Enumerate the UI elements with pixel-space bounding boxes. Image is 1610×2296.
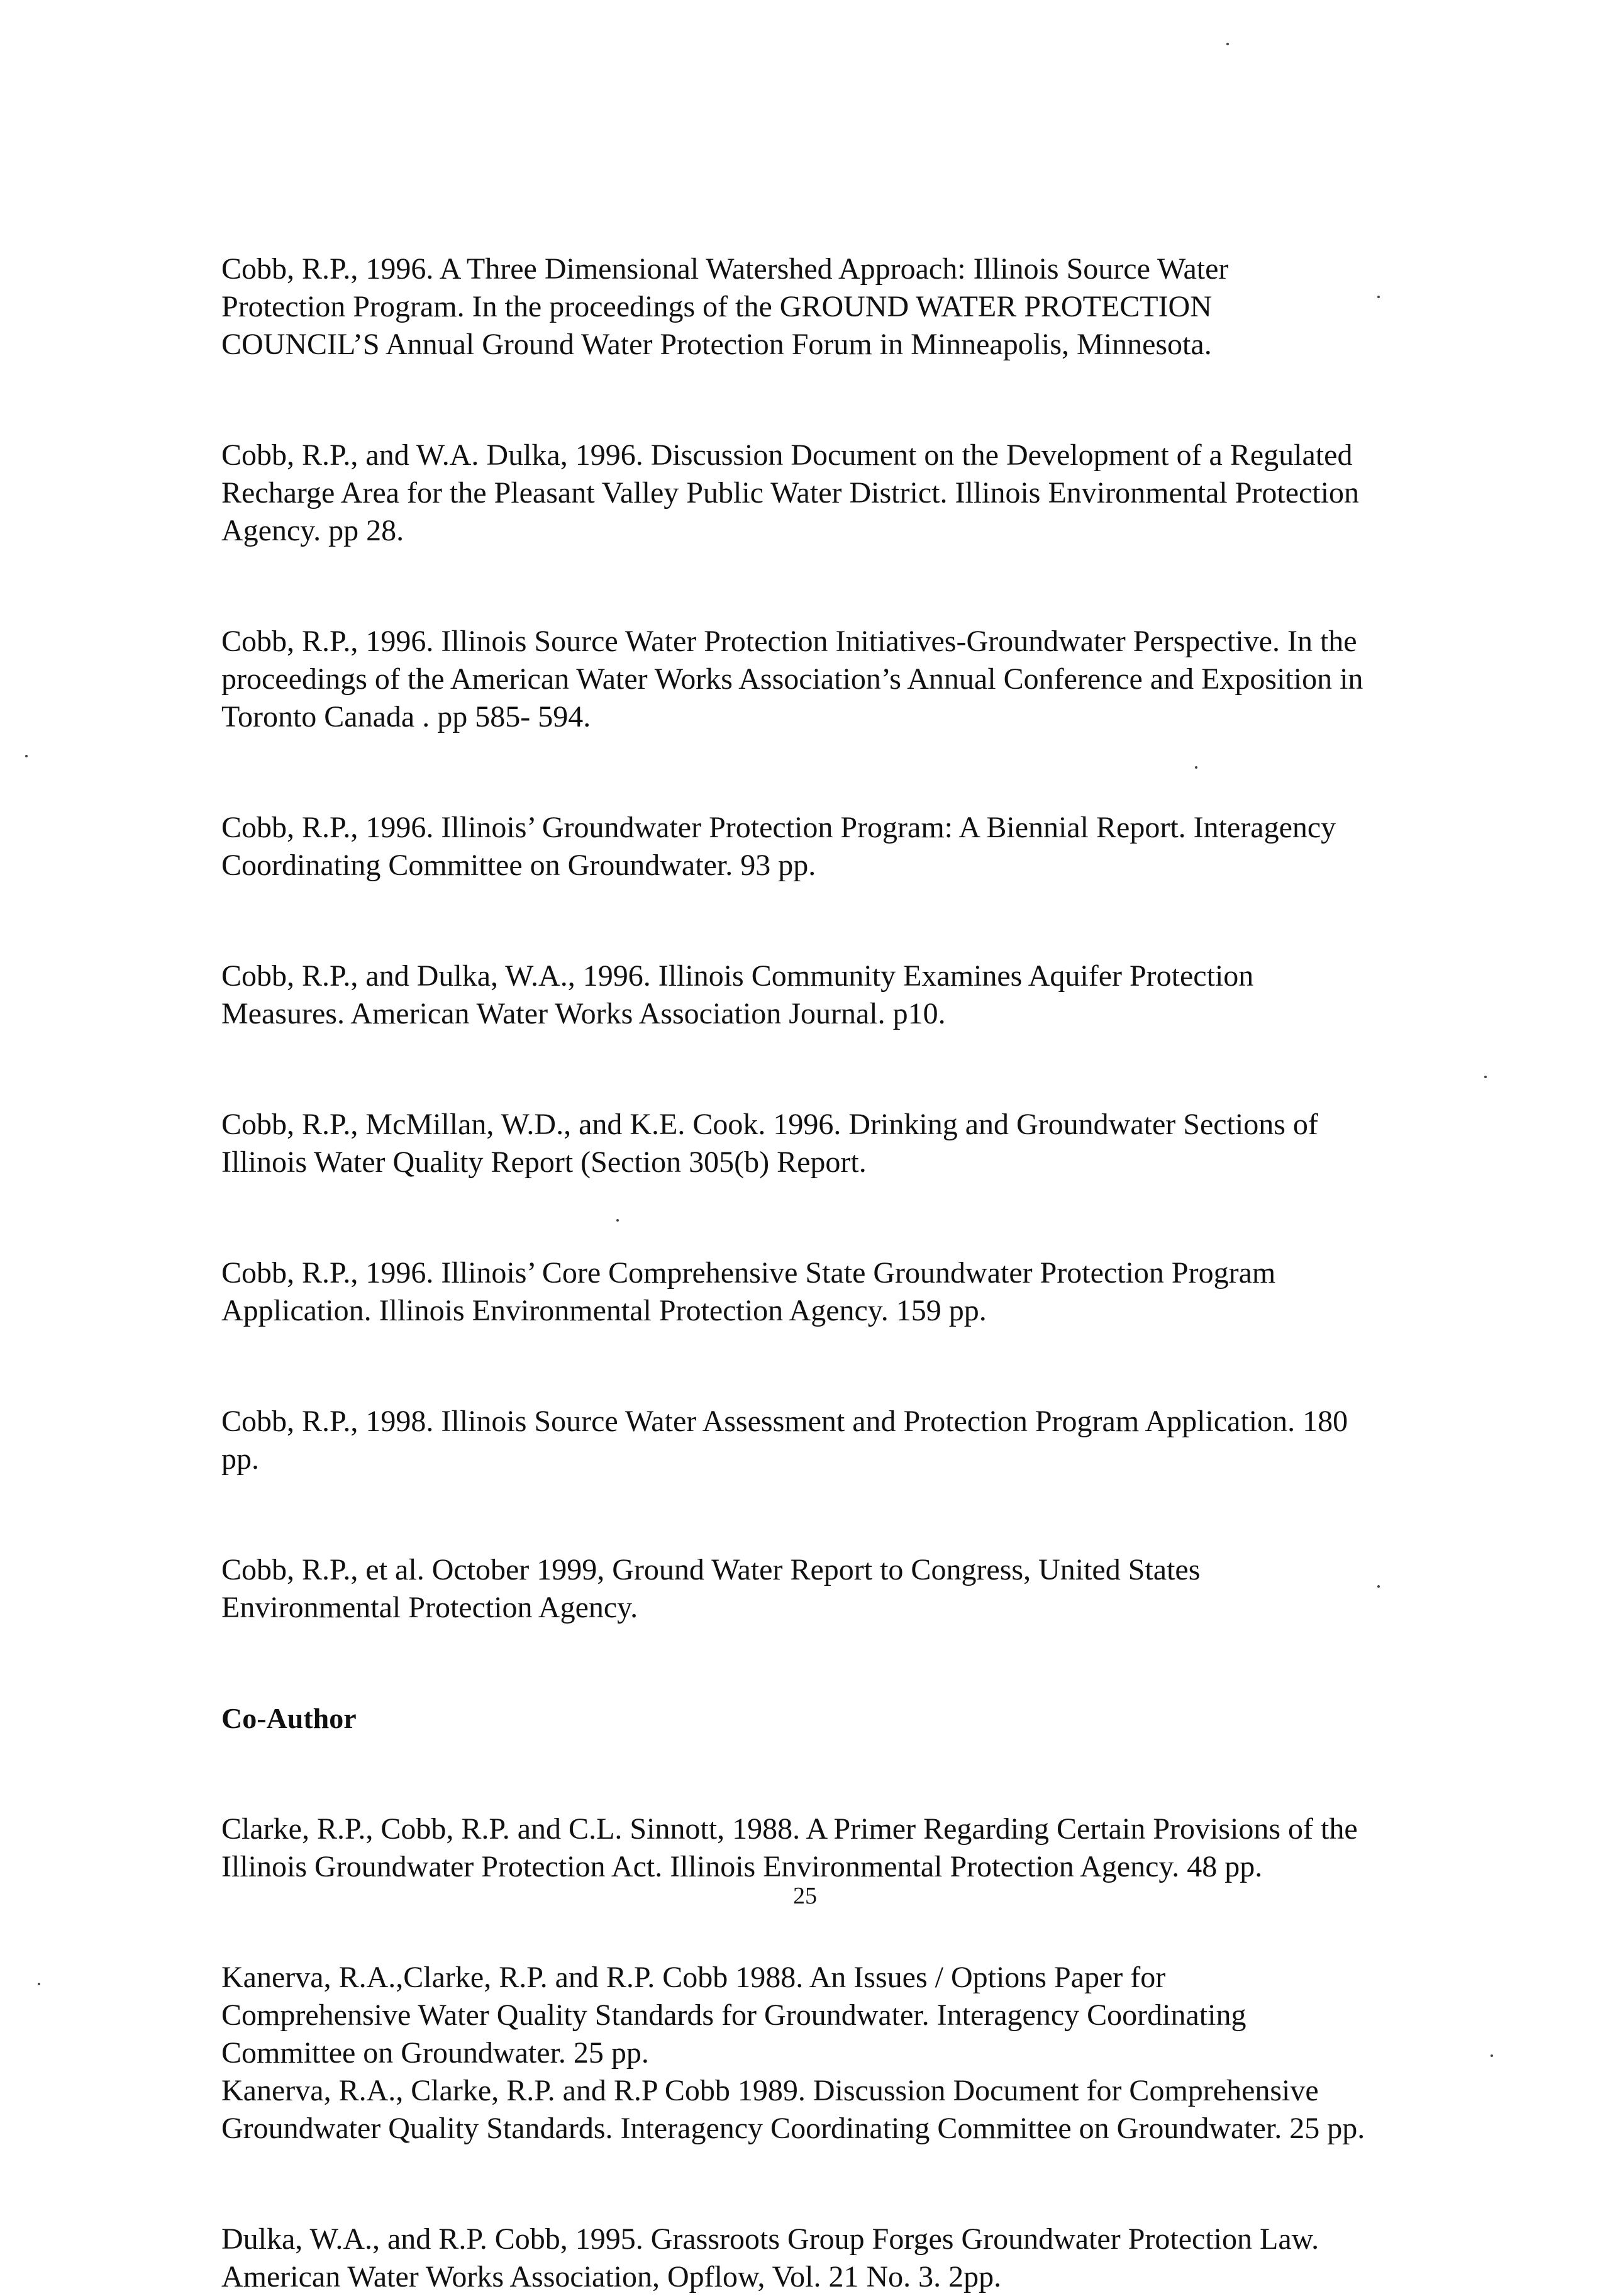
scan-speck xyxy=(1195,766,1197,769)
reference-line: Cobb, R.P., 1996. Illinois’ Core Comprehensive State Groundwater Protection Program xyxy=(221,1256,1276,1290)
reference-line: COUNCIL’S Annual Ground Water Protection Forum in Minneapolis, Minnesota. xyxy=(221,328,1212,361)
reference-line: Cobb, R.P., McMillan, W.D., and K.E. Cook. 1996. Drinking and Groundwater Sections of xyxy=(221,1108,1318,1141)
scan-speck xyxy=(1491,2054,1493,2057)
reference-entry xyxy=(221,1551,1454,1627)
reference-line: Application. Illinois Environmental Protection Agency. 159 pp. xyxy=(221,1294,987,1327)
reference-line: Cobb, R.P., 1996. Illinois Source Water Protection Initiatives-Groundwater Perspective. In the xyxy=(221,625,1357,658)
reference-entry xyxy=(221,250,1454,364)
reference-line: Dulka, W.A., and R.P. Cobb, 1995. Grassroots Group Forges Groundwater Protection Law. xyxy=(221,2222,1319,2256)
reference-line: Environmental Protection Agency. xyxy=(221,1591,638,1624)
scan-speck xyxy=(25,755,28,757)
reference-line: Protection Program. In the proceedings of the GROUND WATER PROTECTION xyxy=(221,290,1212,323)
reference-entry xyxy=(221,2221,1454,2296)
reference-line: Cobb, R.P., 1996. A Three Dimensional Watershed Approach: Illinois Source Water xyxy=(221,252,1229,286)
bibliography xyxy=(221,250,1454,2296)
reference-entry xyxy=(221,1959,1454,2148)
reference-line: pp. xyxy=(221,1442,259,1476)
reference-line: Recharge Area for the Pleasant Valley Public Water District. Illinois Environmental Protection xyxy=(221,476,1360,510)
page-number: 25 xyxy=(793,1883,817,1909)
reference-line: Clarke, R.P., Cobb, R.P. and C.L. Sinnott, 1988. A Primer Regarding Certain Provisions of the xyxy=(221,1812,1358,1846)
reference-line: Kanerva, R.A., Clarke, R.P. and R.P Cobb 1989. Discussion Document for Comprehensive xyxy=(221,2074,1319,2107)
reference-line: Groundwater Quality Standards. Interagency Coordinating Committee on Groundwater. 25 pp. xyxy=(221,2112,1365,2145)
reference-entry xyxy=(221,809,1454,884)
scan-speck xyxy=(616,1219,619,1222)
reference-line: Measures. American Water Works Association Journal. p10. xyxy=(221,997,946,1030)
reference-line: Committee on Groundwater. 25 pp. xyxy=(221,2036,649,2070)
reference-line: Agency. pp 28. xyxy=(221,514,404,547)
section-heading-coauthor: Co-Author xyxy=(221,1702,357,1734)
reference-line: Comprehensive Water Quality Standards for Groundwater. Interagency Coordinating xyxy=(221,1998,1246,2032)
reference-line: Coordinating Committee on Groundwater. 93 pp. xyxy=(221,849,816,882)
reference-line: American Water Works Association, Opflow, Vol. 21 No. 3. 2pp. xyxy=(221,2260,1002,2293)
scan-speck xyxy=(1377,296,1380,298)
scan-speck xyxy=(1484,1076,1487,1078)
reference-entry xyxy=(221,1254,1454,1330)
reference-entry xyxy=(221,1810,1454,1886)
reference-line: Cobb, R.P., 1998. Illinois Source Water Assessment and Protection Program Application. 180 xyxy=(221,1405,1348,1438)
scan-speck xyxy=(38,1983,40,1985)
reference-line: Kanerva, R.A.,Clarke, R.P. and R.P. Cobb 1988. An Issues / Options Paper for xyxy=(221,1961,1166,1994)
reference-line: Illinois Groundwater Protection Act. Illinois Environmental Protection Agency. 48 pp. xyxy=(221,1850,1263,1883)
reference-entry xyxy=(221,623,1454,736)
reference-entry xyxy=(221,1106,1454,1181)
reference-line: Cobb, R.P., and Dulka, W.A., 1996. Illinois Community Examines Aquifer Protection xyxy=(221,959,1254,993)
reference-entry xyxy=(221,437,1454,550)
reference-line: Cobb, R.P., et al. October 1999, Ground Water Report to Congress, United States xyxy=(221,1553,1201,1586)
reference-line: Cobb, R.P., and W.A. Dulka, 1996. Discussion Document on the Development of a Regulated xyxy=(221,438,1353,472)
reference-entry xyxy=(221,1403,1454,1478)
reference-entry xyxy=(221,957,1454,1033)
reference-line: Illinois Water Quality Report (Section 305(b) Report. xyxy=(221,1145,867,1179)
scan-speck xyxy=(1377,1585,1380,1588)
reference-line: proceedings of the American Water Works Association’s Annual Conference and Exposition in xyxy=(221,662,1363,696)
reference-line: Cobb, R.P., 1996. Illinois’ Groundwater Protection Program: A Biennial Report. Interagency xyxy=(221,811,1336,844)
scan-speck xyxy=(1226,43,1229,45)
reference-line: Toronto Canada . pp 585- 594. xyxy=(221,700,591,733)
